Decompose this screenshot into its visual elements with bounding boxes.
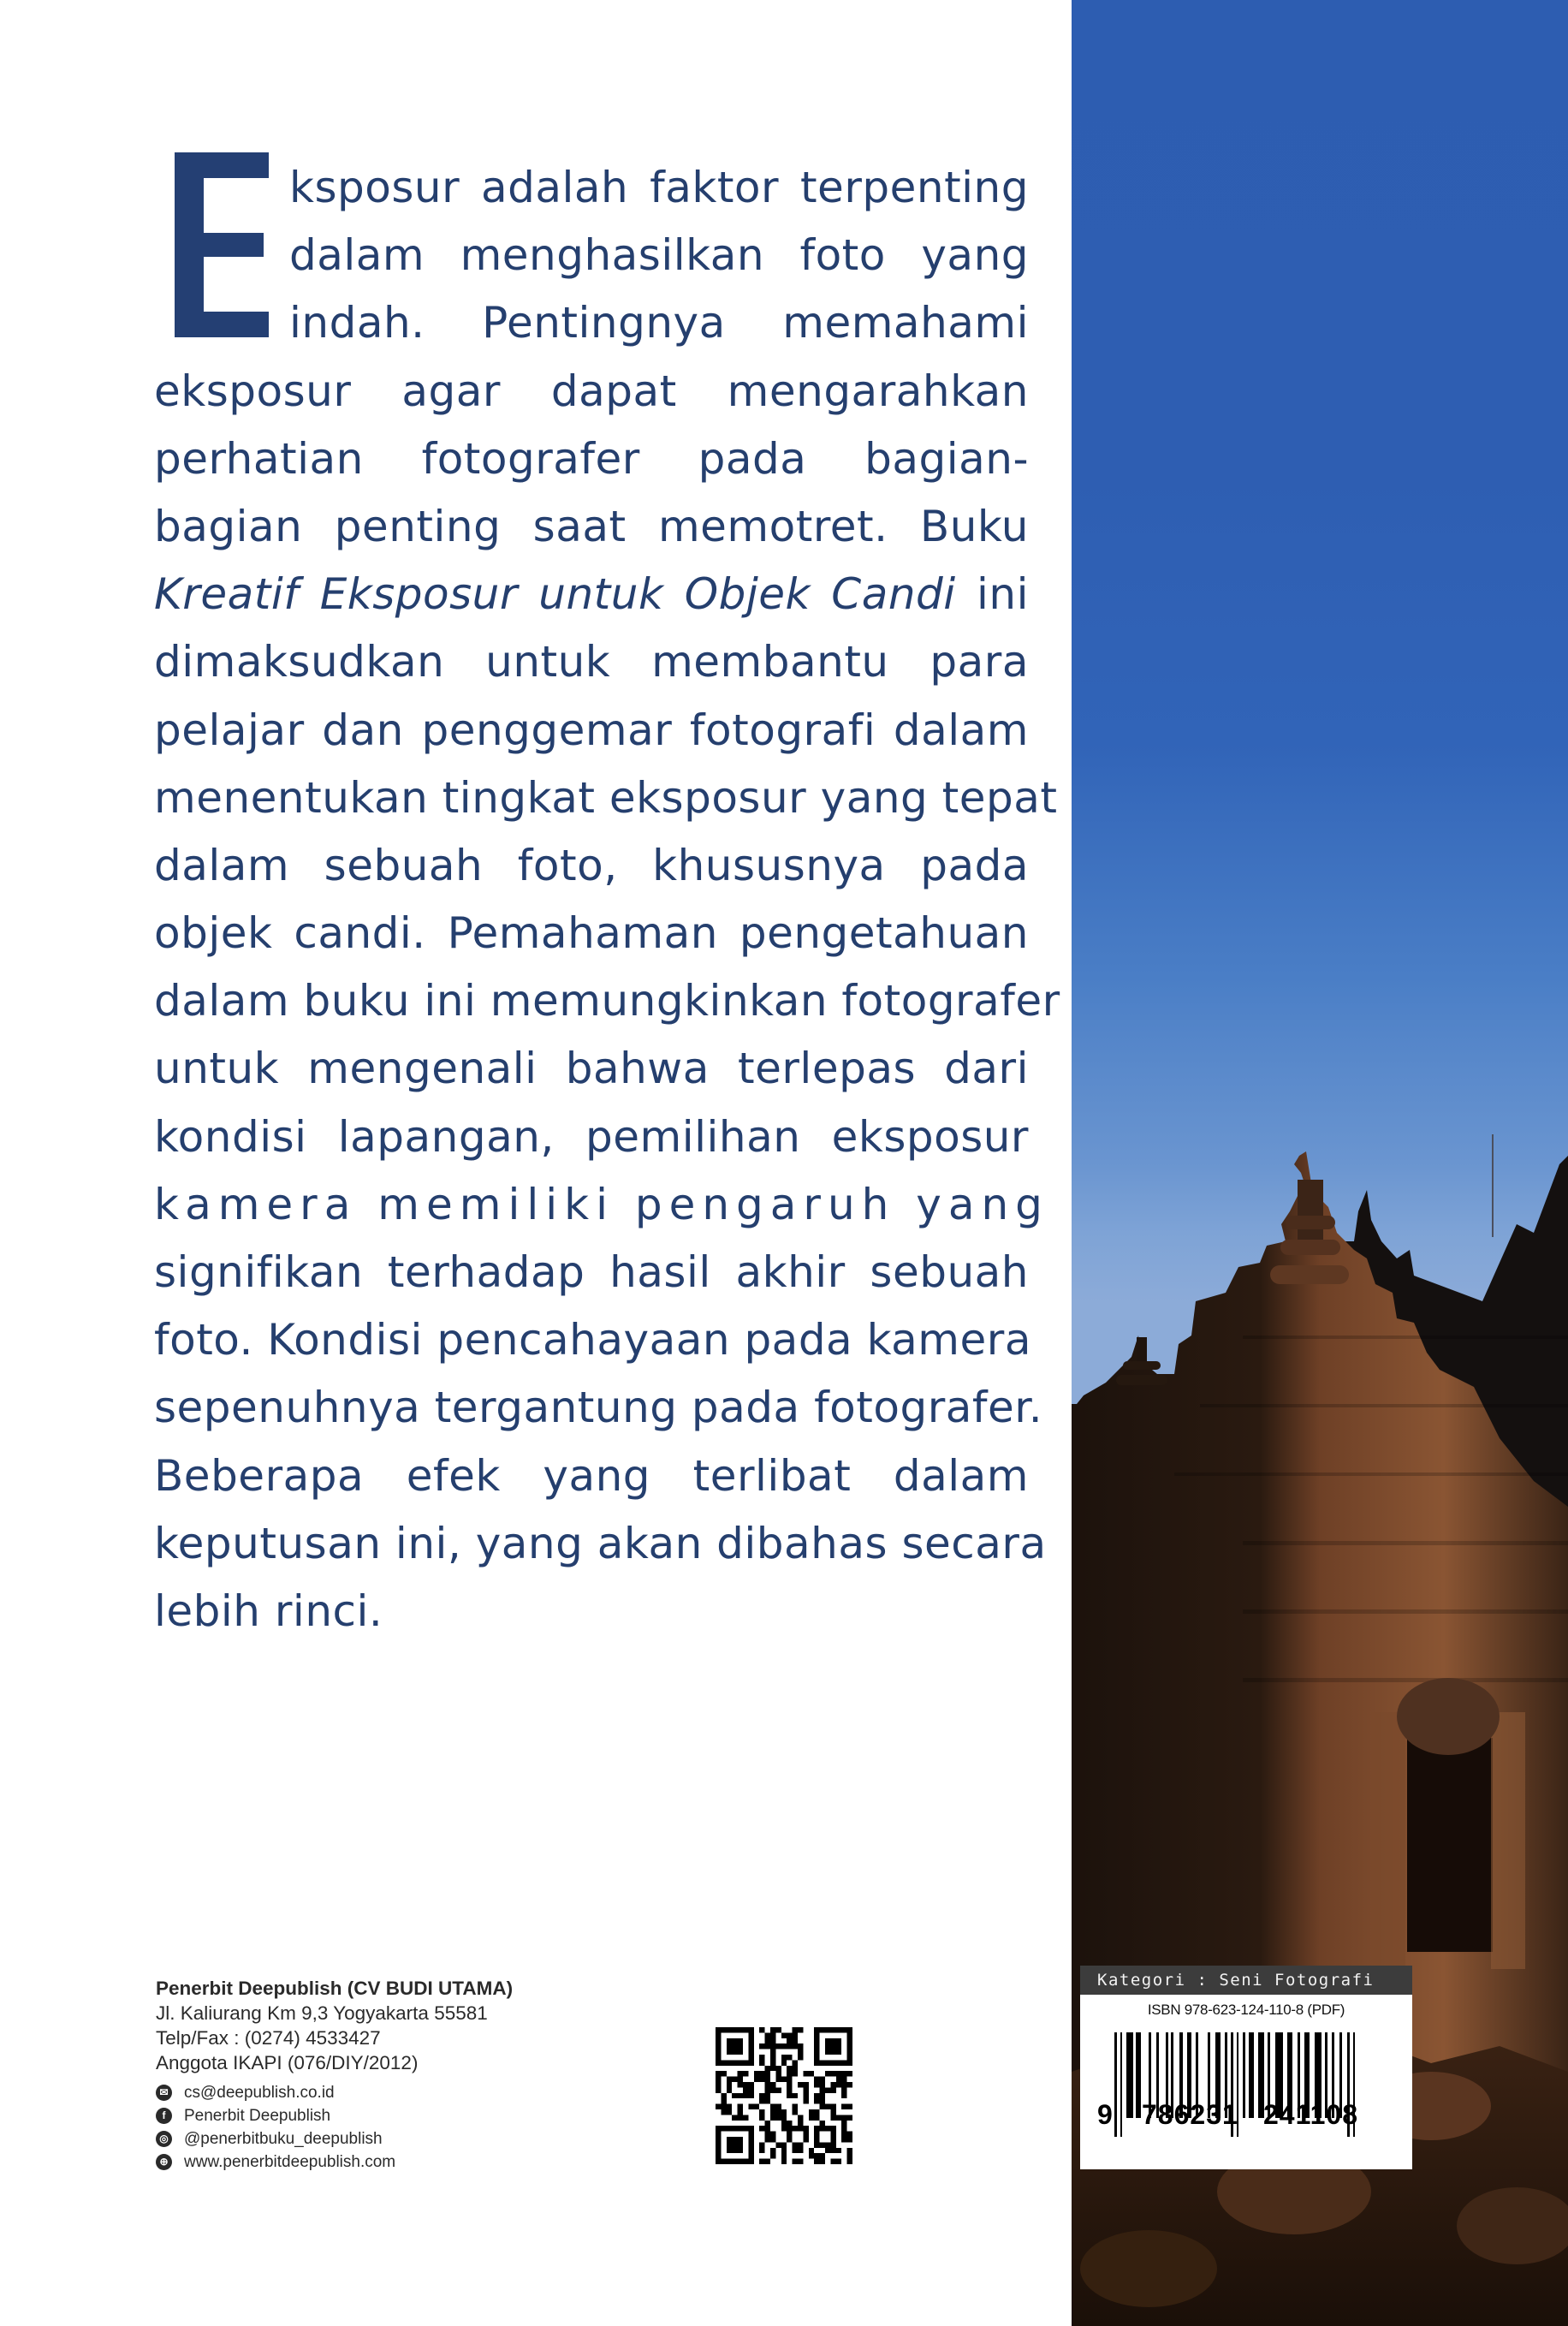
blurb-line: foto. Kondisi pencahayaan pada kamera (154, 1315, 1031, 1365)
blurb-line: dimaksudkan untuk membantu para (154, 637, 1029, 687)
blurb-line: kamera memiliki pengaruh yang (154, 1179, 1049, 1229)
blurb-line: lebih rinci. (154, 1585, 383, 1636)
blurb-line: dalam buku ini memungkinkan fotografer (154, 976, 1060, 1026)
blurb-line: keputusan ini, yang akan dibahas secara (154, 1518, 1047, 1568)
contact-facebook[interactable] (156, 2104, 635, 2127)
qr-code[interactable] (716, 2027, 852, 2164)
blurb-line: signifikan terhadap hasil akhir sebuah (154, 1247, 1029, 1297)
barcode-icon (1096, 2032, 1399, 2152)
blurb-line: dalam menghasilkan foto yang (289, 230, 1029, 281)
blurb-line: Beberapa efek yang terlibat dalam (154, 1450, 1029, 1501)
isbn-number: ISBN 978-623-124-110-8 (PDF) (1147, 2002, 1345, 2018)
publisher-phone: Telp/Fax : (0274) 4533427 (156, 2027, 381, 2049)
contact-website-text: www.penerbitdeepublish.com (184, 2153, 396, 2171)
book-blurb (154, 154, 1060, 1645)
globe-icon: ⊕ (156, 2154, 172, 2170)
blurb-line-suffix: ini (955, 569, 1029, 620)
contact-instagram[interactable] (156, 2127, 635, 2151)
blurb-line-with-title (154, 561, 1029, 628)
publisher-address: Jl. Kaliurang Km 9,3 Yogyakarta 55581 (156, 2002, 488, 2024)
blurb-line: indah. Pentingnya memahami (289, 298, 1029, 348)
blurb-line: ksposur adalah faktor terpenting (289, 163, 1029, 212)
contact-facebook-text: Penerbit Deepublish (184, 2107, 331, 2125)
contact-email[interactable] (156, 2081, 635, 2104)
contact-list (156, 2081, 635, 2174)
contact-instagram-text: @penerbitbuku_deepublish (184, 2130, 383, 2148)
blurb-line: sepenuhnya tergantung pada fotografer. (154, 1383, 1043, 1433)
instagram-icon: ◎ (156, 2131, 172, 2147)
publisher-info (156, 1976, 635, 2174)
isbn-barcode-block (1080, 1966, 1412, 2169)
contact-website[interactable] (156, 2151, 635, 2174)
blurb-line: kondisi lapangan, pemilihan eksposur (154, 1111, 1029, 1162)
blurb-line: menentukan tingkat eksposur yang tepat (154, 772, 1058, 823)
qr-code-icon (716, 2027, 852, 2164)
isbn-panel (1080, 1995, 1412, 2169)
blurb-line: eksposur agar dapat mengarahkan (154, 366, 1029, 416)
blurb-line: bagian penting saat memotret. Buku (154, 501, 1029, 551)
barcode-right-group: 241108 (1263, 2099, 1359, 2130)
publisher-name: Penerbit Deepublish (CV BUDI UTAMA) (156, 1978, 514, 1999)
blurb-line: perhatian fotografer pada bagian- (154, 433, 1029, 484)
blurb-line: objek candi. Pemahaman pengetahuan (154, 908, 1029, 959)
email-icon: ✉ (156, 2085, 172, 2101)
blurb-line: pelajar dan penggemar fotografi dalam (154, 705, 1029, 755)
blurb-line: dalam sebuah foto, khususnya pada (154, 840, 1029, 890)
barcode-left-group: 786231 (1142, 2099, 1238, 2130)
facebook-icon: f (156, 2108, 172, 2124)
barcode-first-digit: 9 (1097, 2099, 1113, 2130)
contact-email-text: cs@deepublish.co.id (184, 2084, 335, 2102)
publisher-membership: Anggota IKAPI (076/DIY/2012) (156, 2052, 419, 2073)
category-label: Kategori : Seni Fotografi (1080, 1966, 1412, 1995)
blurb-line: untuk mengenali bahwa terlepas dari (154, 1044, 1029, 1094)
book-title-italic: Kreatif Eksposur untuk Objek Candi (154, 569, 956, 620)
